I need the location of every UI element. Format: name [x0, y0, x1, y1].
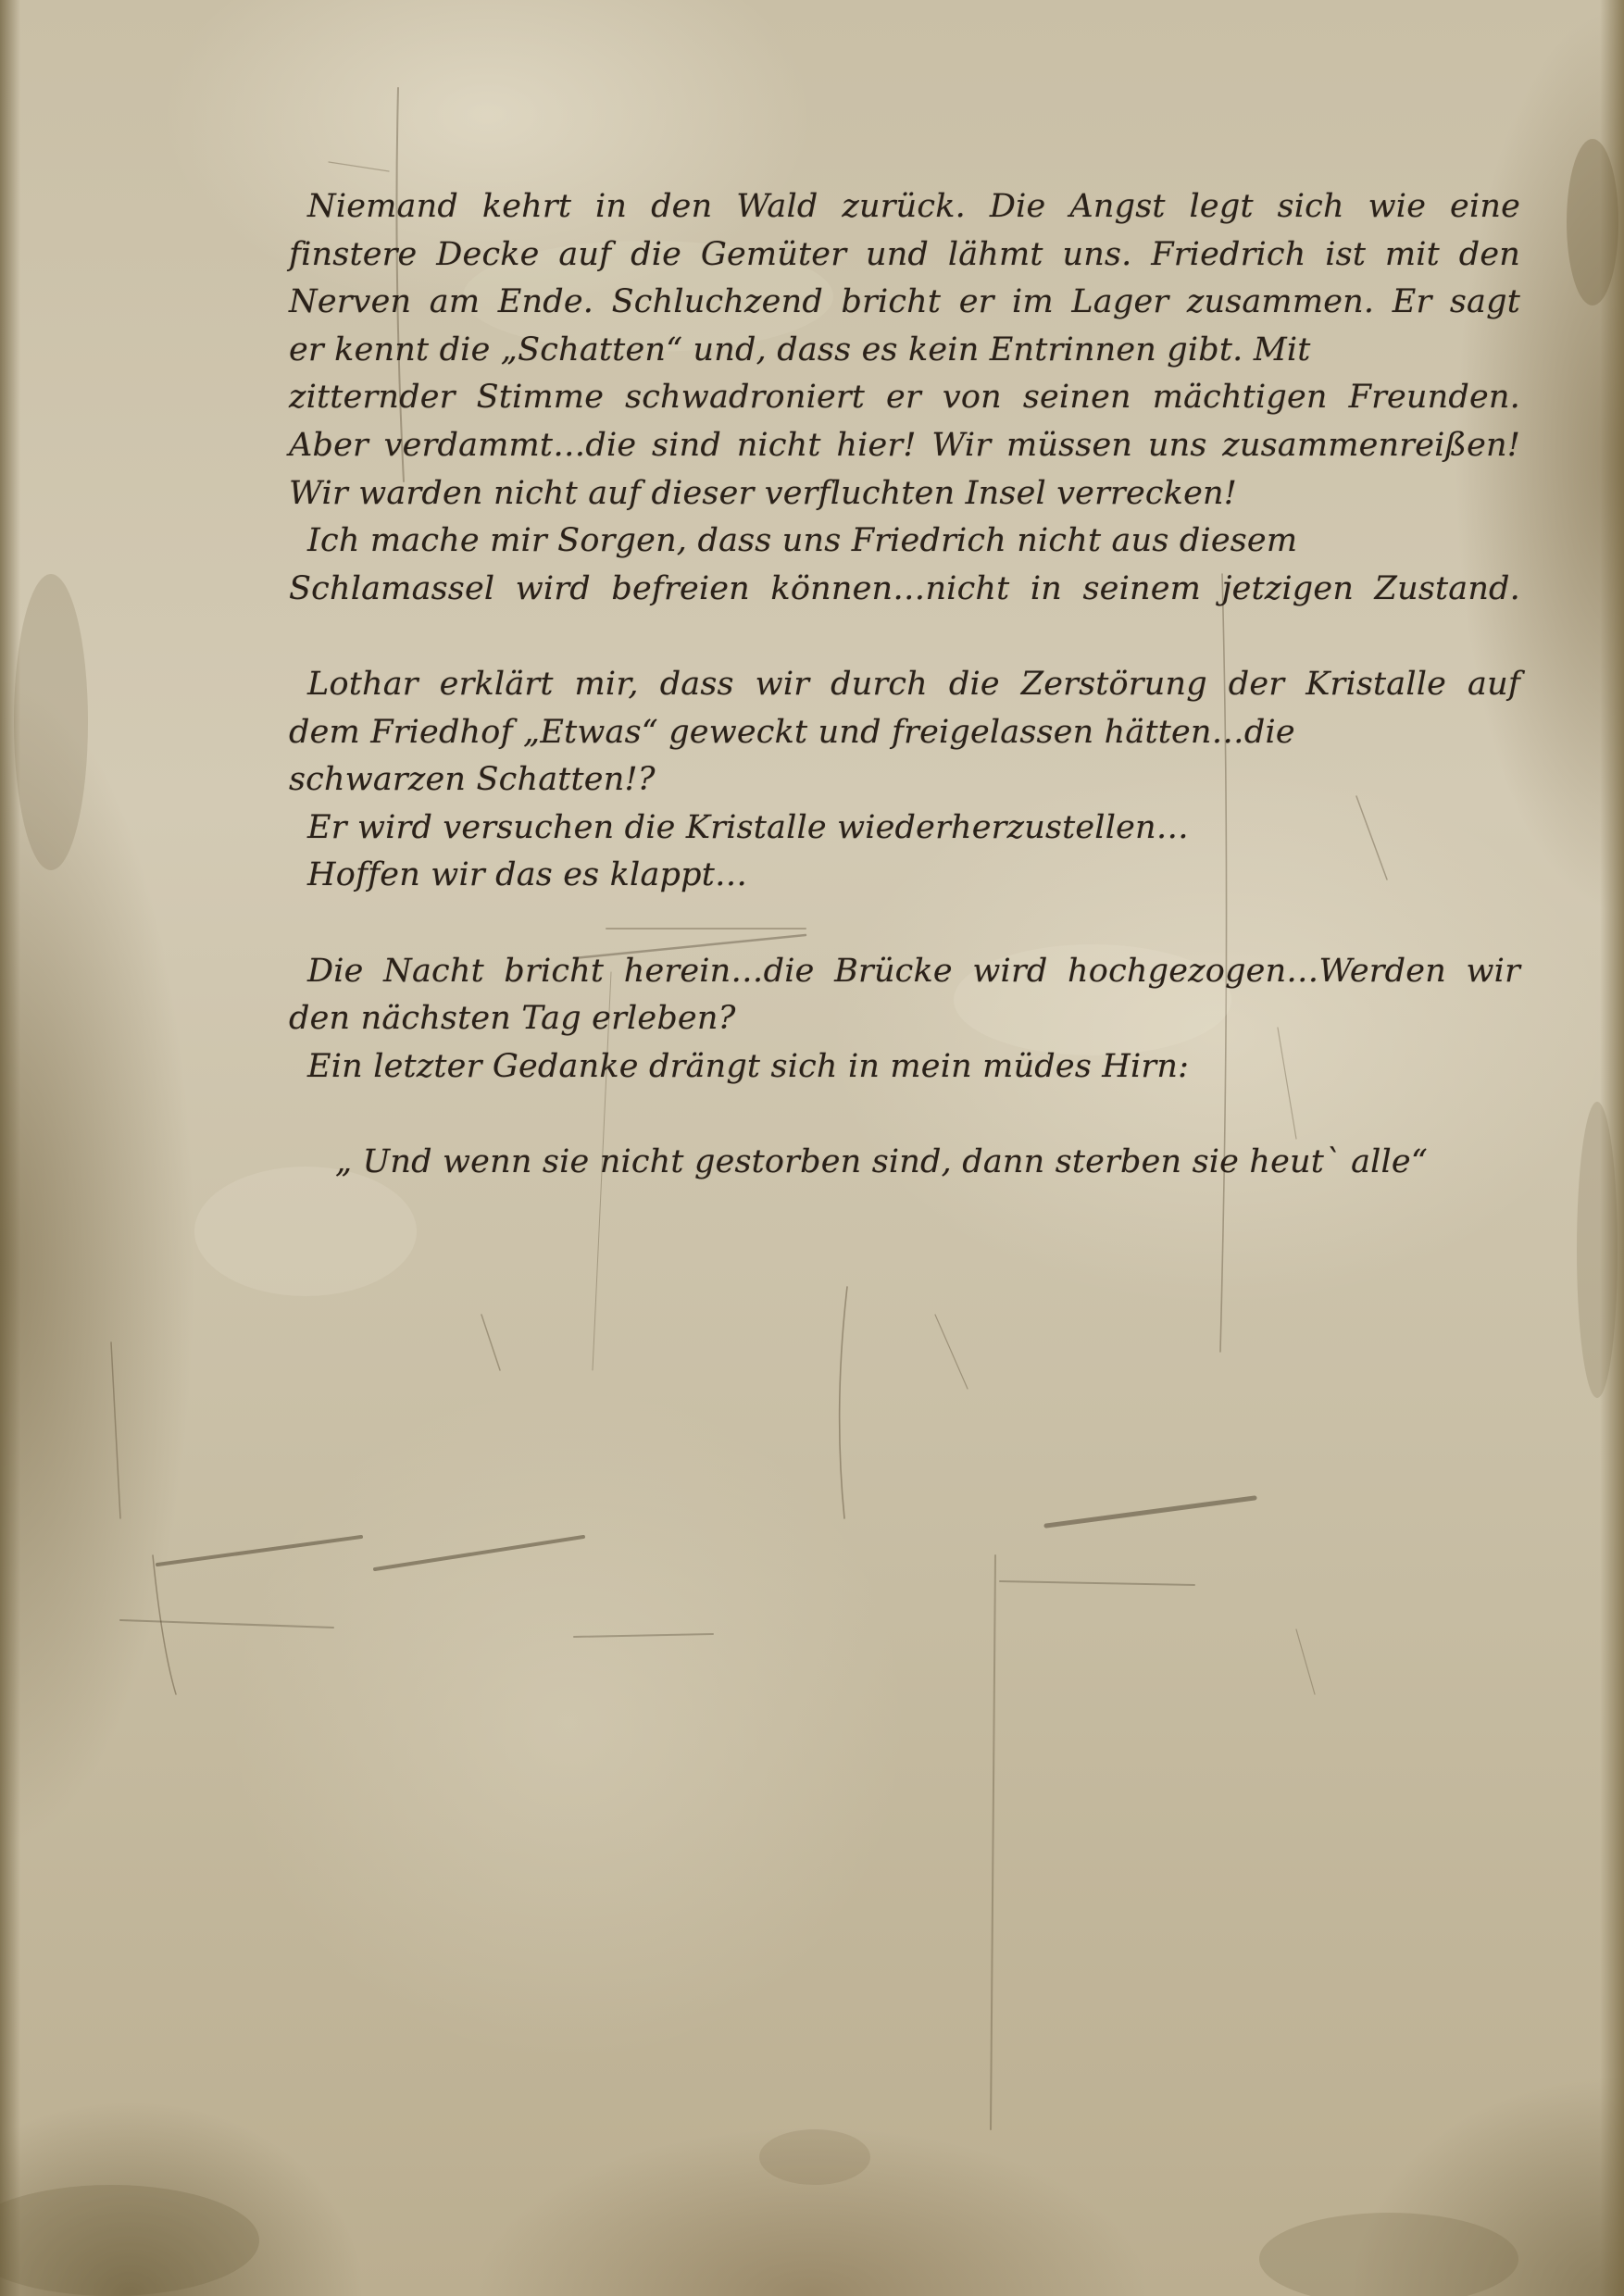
paragraph-gap	[289, 1091, 1520, 1139]
text-line: den nächsten Tag erleben?	[289, 1000, 736, 1038]
paragraph-2	[289, 661, 1520, 900]
closing-quote: „ Und wenn sie nicht gestorben sind, dann sterben sie heut` alle“	[335, 1142, 1428, 1180]
text-line: zitternder Stimme schwadroniert er von seinen mächtigen Freunden.	[289, 379, 1520, 417]
paragraph-1	[289, 183, 1520, 613]
paragraph-gap	[289, 900, 1520, 948]
text-line: Nerven am Ende. Schluchzend bricht er im Lager zusammen. Er sagt	[289, 283, 1520, 321]
text-line: Ich mache mir Sorgen, dass uns Friedrich nicht aus diesem	[307, 522, 1298, 560]
text-line: er kennt die „Schatten“ und, dass es kein Entrinnen gibt. Mit	[289, 331, 1311, 368]
text-line: Schlamassel wird befreien können…nicht in seinem jetzigen Zustand.	[289, 569, 1520, 607]
text-line: dem Friedhof „Etwas“ geweckt und freigelassen hätten…die	[289, 713, 1295, 751]
text-line: Die Nacht bricht herein…die Brücke wird hochgezogen…Werden wir	[307, 952, 1520, 990]
paragraph-gap	[289, 613, 1520, 661]
paragraph-3	[289, 948, 1520, 1092]
journal-text	[289, 183, 1520, 1186]
text-line: Niemand kehrt in den Wald zurück. Die Angst legt sich wie eine	[307, 188, 1520, 225]
text-line: Hoffen wir das es klappt…	[307, 856, 748, 894]
text-line: finstere Decke auf die Gemüter und lähmt uns. Friedrich ist mit den	[289, 235, 1520, 273]
text-line: Wir warden nicht auf dieser verfluchten Insel verrecken!	[289, 474, 1237, 512]
text-line: schwarzen Schatten!?	[289, 761, 656, 799]
text-line: Er wird versuchen die Kristalle wiederherzustellen…	[307, 808, 1189, 846]
text-line: Aber verdammt…die sind nicht hier! Wir müssen uns zusammenreißen!	[289, 426, 1520, 464]
text-line: Ein letzter Gedanke drängt sich in mein müdes Hirn:	[307, 1047, 1190, 1085]
text-line: Lothar erklärt mir, dass wir durch die Zerstörung der Kristalle auf	[307, 665, 1520, 703]
